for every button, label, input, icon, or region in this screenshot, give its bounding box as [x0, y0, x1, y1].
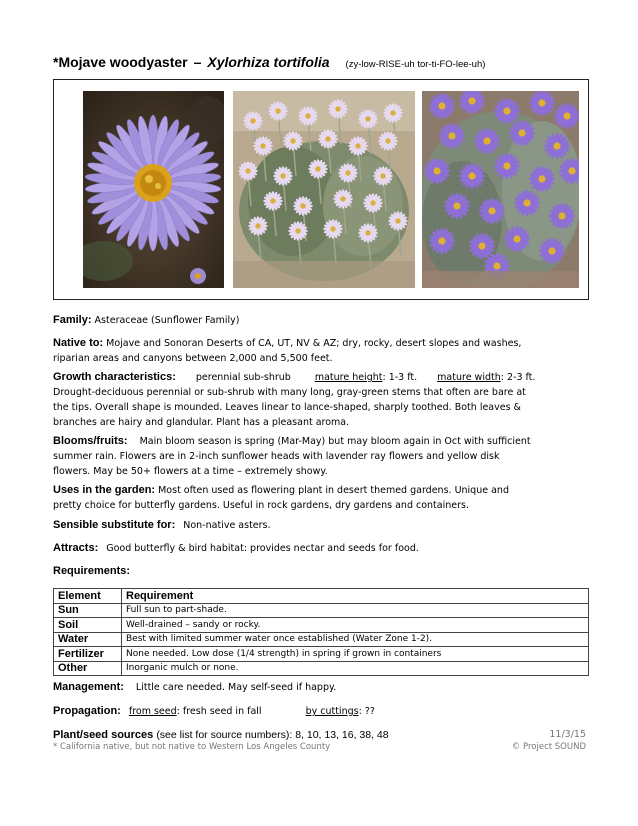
single-lavender-aster-flower-photo [83, 91, 224, 288]
management-value: Little care needed. May self-seed if happy. [135, 682, 337, 693]
row-element: Water [54, 632, 122, 647]
header-element: Element [54, 589, 122, 604]
substitute-section [53, 518, 589, 533]
propagation-section [53, 704, 589, 719]
management-section [53, 680, 589, 695]
from-seed-value: : fresh seed in fall [176, 706, 262, 717]
blooms-section [53, 434, 589, 479]
family-value: Asteraceae (Sunflower Family) [94, 315, 240, 326]
attracts-section [53, 541, 589, 556]
native-line-2: riparian areas and canyons between 2,000 and 5,500 feet. [53, 353, 333, 364]
family-section [53, 313, 589, 328]
blooms-label: Blooms/fruits: [53, 435, 128, 447]
native-label: Native to: [53, 337, 104, 349]
by-cuttings-label: by cuttings [305, 706, 359, 717]
requirements-label: Requirements: [53, 565, 131, 577]
management-label: Management: [53, 681, 124, 693]
row-element: Other [54, 661, 122, 676]
row-element: Soil [54, 618, 122, 633]
uses-section [53, 483, 589, 513]
sources-value: (see list for source numbers): 8, 10, 13, 16, 38, 48 [156, 729, 389, 741]
page-title [53, 52, 485, 71]
from-seed-label: from seed [128, 706, 177, 717]
propagation-label: Propagation: [53, 705, 121, 717]
table-row [54, 603, 589, 618]
footer-note: * California native, but not native to Western Los Angeles County [53, 742, 331, 752]
uses-line-1: Most often used as flowering plant in desert themed gardens. Unique and [158, 485, 509, 496]
row-requirement: None needed. Low dose (1/4 strength) in spring if grown in containers [122, 647, 589, 662]
table-row [54, 661, 589, 676]
family-label: Family: [53, 314, 92, 326]
shrub-with-pale-lavender-flowers-photo [233, 91, 415, 288]
mature-height-value: : 1-3 ft. [382, 372, 418, 383]
blooms-line-2: summer rain. Flowers are in 2-inch sunflower heads with lavender ray flowers and yellow disk [53, 451, 500, 462]
mature-height-label: mature height [314, 372, 383, 383]
blooms-line-1: Main bloom season is spring (Mar-May) but may bloom again in Oct with sufficient [139, 436, 531, 447]
growth-habit: perennial sub-shrub [195, 372, 291, 383]
table-row [54, 647, 589, 662]
footer-copyright: © Project SOUND [511, 742, 586, 752]
row-element: Sun [54, 603, 122, 618]
requirements-table [53, 588, 589, 676]
common-name: *Mojave woodyaster [53, 54, 188, 70]
pronunciation: (zy-low-RISE-uh tor-ti-FO-lee-uh) [345, 59, 486, 70]
growth-line-2: the tips. Overall shape is mounded. Leaves linear to lance-shaped, sharply toothed. Both leaves & [53, 402, 521, 413]
sources-section [53, 728, 589, 743]
growth-line-3: branches are hairy and glandular. Plant has a pleasant aroma. [53, 417, 350, 428]
row-requirement: Inorganic mulch or none. [122, 661, 589, 676]
substitute-value: Non-native asters. [183, 520, 271, 531]
footer-date: 11/3/15 [549, 729, 586, 740]
by-cuttings-value: : ?? [358, 706, 375, 717]
attracts-label: Attracts: [53, 542, 99, 554]
attracts-value: Good butterfly & bird habitat: provides nectar and seeds for food. [106, 543, 419, 554]
growth-label: Growth characteristics: [53, 371, 176, 383]
table-row [54, 632, 589, 647]
native-section [53, 336, 589, 366]
substitute-label: Sensible substitute for: [53, 519, 176, 531]
sources-label: Plant/seed sources [53, 729, 154, 741]
native-line-1: Mojave and Sonoran Deserts of CA, UT, NV & AZ; dry, rocky, desert slopes and washes, [106, 338, 522, 349]
mature-width-label: mature width [437, 372, 501, 383]
row-requirement: Full sun to part-shade. [122, 603, 589, 618]
photo-box [53, 79, 589, 300]
blooms-line-3: flowers. May be 50+ flowers at a time – extremely showy. [53, 466, 328, 477]
row-requirement: Well-drained – sandy or rocky. [122, 618, 589, 633]
row-requirement: Best with limited summer water once established (Water Zone 1-2). [122, 632, 589, 647]
growth-section [53, 370, 589, 430]
uses-line-2: pretty choice for butterfly gardens. Useful in rock gardens, dry gardens and containers. [53, 500, 469, 511]
growth-line-1: Drought-deciduous perennial or sub-shrub with many long, gray-green stems that often are bare at [53, 387, 526, 398]
table-header-row [54, 589, 589, 604]
scientific-name: Xylorhiza tortifolia [207, 54, 330, 70]
mature-width-value: : 2-3 ft. [500, 372, 536, 383]
uses-label: Uses in the garden: [53, 484, 156, 496]
row-element: Fertilizer [54, 647, 122, 662]
table-row [54, 618, 589, 633]
header-requirement: Requirement [122, 589, 589, 604]
title-dash: – [193, 54, 202, 70]
requirements-section [53, 564, 589, 579]
clump-of-purple-aster-flowers-photo [422, 91, 579, 288]
